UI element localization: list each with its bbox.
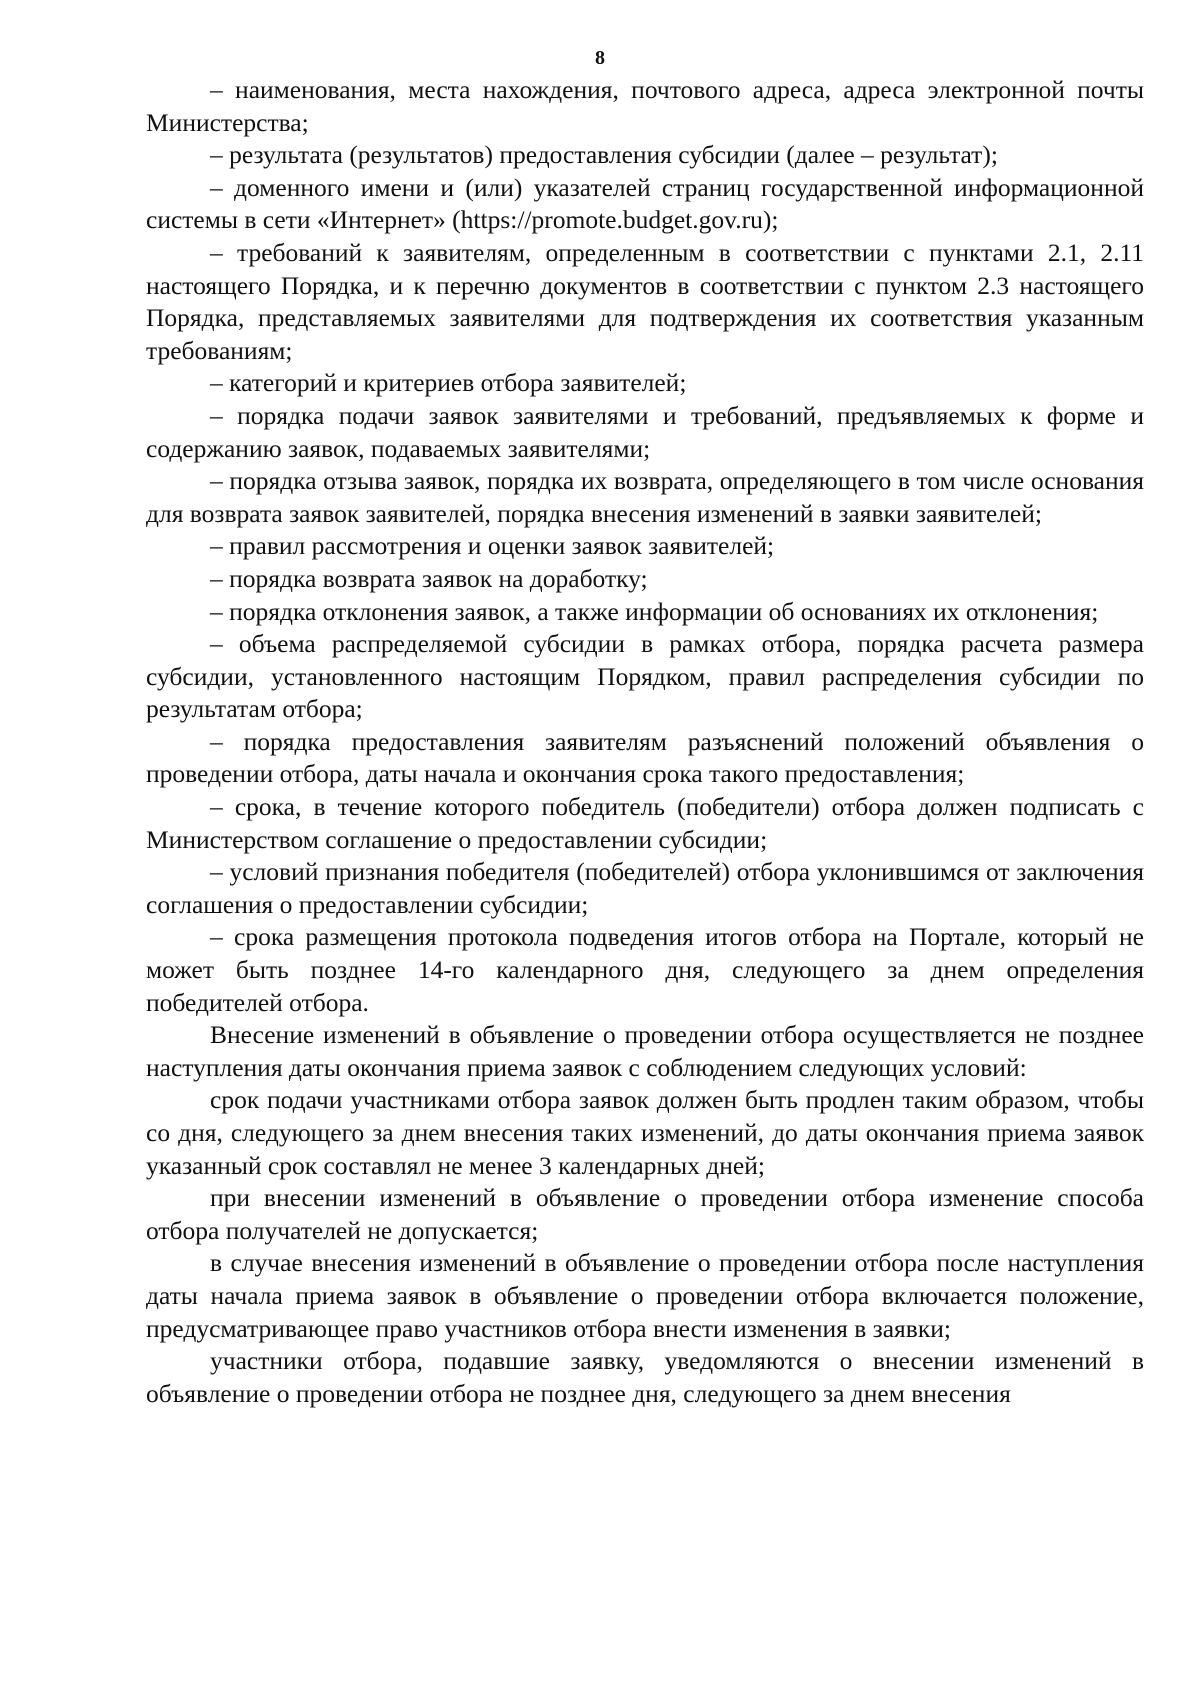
- paragraph: – наименования, места нахождения, почтового адреса, адреса электронной почты Министерства;: [146, 75, 1144, 137]
- paragraph: участники отбора, подавшие заявку, уведомляются о внесении изменений в объявление о проведении отбора не позднее дня, следующего за днем внесения: [146, 1346, 1144, 1408]
- paragraph: Внесение изменений в объявление о проведении отбора осуществляется не позднее наступления даты окончания приема заявок с соблюдением следующих условий:: [146, 1020, 1144, 1082]
- paragraph: – объема распределяемой субсидии в рамках отбора, порядка расчета размера субсидии, установленного настоящим Порядком, правил распределения субсидии по результатам отбора;: [146, 629, 1144, 724]
- paragraph: в случае внесения изменений в объявление о проведении отбора после наступления даты начала приема заявок в объявление о проведении отбора включается положение, предусматривающее право участников отбора внести изменения в заявки;: [146, 1248, 1144, 1343]
- paragraph: – порядка подачи заявок заявителями и требований, предъявляемых к форме и содержанию заявок, подаваемых заявителями;: [146, 400, 1144, 463]
- paragraph: – условий признания победителя (победителей) отбора уклонившимся от заключения соглашения о предоставлении субсидии;: [146, 857, 1144, 919]
- paragraph: – требований к заявителям, определенным в соответствии с пунктами 2.1, 2.11 настоящего Порядка, и к перечню документов в соответствии с пунктом 2.3 настоящего Порядка, представляемых заявителями для подтверждения их соответствия указанным требованиям;: [146, 237, 1144, 365]
- paragraph: – порядка отзыва заявок, порядка их возврата, определяющего в том числе основания для возврата заявок заявителей, порядка внесения изменений в заявки заявителей;: [146, 466, 1144, 528]
- paragraph: срок подачи участниками отбора заявок должен быть продлен таким образом, чтобы со дня, следующего за днем внесения таких изменений, до даты окончания приема заявок указанный срок составлял не менее 3 календарных дней;: [146, 1085, 1144, 1180]
- paragraph: – порядка предоставления заявителям разъяснений положений объявления о проведении отбора, даты начала и окончания срока такого предоставления;: [146, 726, 1144, 789]
- paragraph: – правил рассмотрения и оценки заявок заявителей;: [210, 531, 775, 561]
- paragraph: – срока, в течение которого победитель (победители) отбора должен подписать с Министерством соглашение о предоставлении субсидии;: [146, 792, 1144, 854]
- paragraph: – доменного имени и (или) указателей страниц государственной информационной системы в сети «Интернет» (https://promote.budget.gov.ru);: [146, 172, 1144, 235]
- paragraph: – результата (результатов) предоставления субсидии (далее – результат);: [210, 140, 998, 170]
- paragraph: при внесении изменений в объявление о проведении отбора изменение способа отбора получателей не допускается;: [146, 1183, 1144, 1245]
- paragraph: – категорий и критериев отбора заявителей;: [210, 368, 687, 398]
- paragraph: – срока размещения протокола подведения итогов отбора на Портале, который не может быть позднее 14-го календарного дня, следующего за днем определения победителей отбора.: [146, 922, 1144, 1017]
- page-number: 8: [595, 47, 605, 69]
- document-body: [146, 74, 1144, 1410]
- paragraph: – порядка возврата заявок на доработку;: [210, 563, 648, 593]
- paragraph: – порядка отклонения заявок, а также информации об основаниях их отклонения;: [210, 596, 1099, 626]
